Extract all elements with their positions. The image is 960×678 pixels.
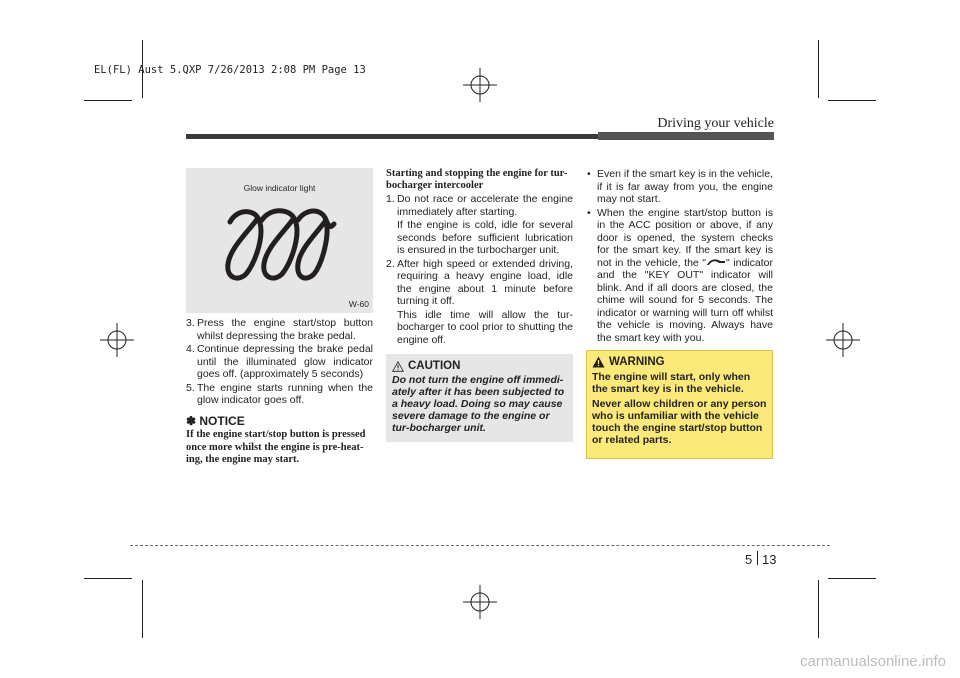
caution-title: CAUTION xyxy=(408,360,461,372)
turbo-steps-list xyxy=(386,193,573,218)
page-number: 13 xyxy=(762,552,777,567)
glow-indicator-figure xyxy=(186,168,373,313)
registration-mark-icon xyxy=(463,585,497,619)
warning-body xyxy=(592,371,767,446)
turbo-steps-list xyxy=(386,258,573,308)
smart-key-notes xyxy=(586,168,773,344)
figure-caption: Glow indicator light xyxy=(243,183,316,193)
crop-mark xyxy=(828,100,876,101)
column-middle xyxy=(386,168,573,442)
list-item: 5. The engine starts running when the glow indicator goes off. xyxy=(186,381,373,406)
column-right xyxy=(586,168,773,459)
caution-body: Do not turn the engine off immedi-ately after it has been subjected to a heavy load. Doing so may cause severe damage to the engine or tur-bocharger unit. xyxy=(392,373,565,434)
page-number-divider xyxy=(757,551,758,565)
crop-mark xyxy=(84,100,132,101)
list-item: 2. After high speed or extended driving, requiring a heavy engine load, idle the engine about 1 minute before turning it off. xyxy=(386,257,573,307)
glow-indicator-icon xyxy=(222,202,338,284)
crop-mark xyxy=(84,578,132,579)
crop-mark xyxy=(142,580,143,638)
watermark: carmanualsonline.info xyxy=(800,653,946,670)
warning-title: WARNING xyxy=(609,356,665,368)
header-rule-accent xyxy=(598,132,774,140)
list-item: • Even if the smart key is in the vehicle, if it is far away from you, the engine may not start. xyxy=(586,168,773,206)
warning-triangle-icon xyxy=(592,356,605,368)
print-slug: EL(FL) Aust 5.QXP 7/26/2013 2:08 PM Page 13 xyxy=(94,64,366,76)
footer-rule xyxy=(130,545,830,546)
caution-box xyxy=(386,354,573,442)
warning-box xyxy=(586,350,773,459)
crop-mark xyxy=(828,578,876,579)
smart-key-indicator-icon xyxy=(706,258,726,267)
start-steps-list xyxy=(186,317,373,407)
warning-paragraph: Never allow children or any person who is unfamiliar with the vehicle touch the engine start/stop button or related parts. xyxy=(592,397,767,446)
registration-mark-icon xyxy=(100,323,134,357)
warning-triangle-icon xyxy=(392,361,404,372)
registration-mark-icon xyxy=(826,323,860,357)
sub-paragraph: This idle time will allow the tur-bocharger to cool prior to shutting the engine off. xyxy=(397,308,573,346)
sub-paragraph: If the engine is cold, idle for several seconds before sufficient lubrication is ensured in the turbocharger unit. xyxy=(397,219,573,256)
figure-code: W-60 xyxy=(348,298,369,309)
crop-mark xyxy=(818,40,819,98)
page-header-title: Driving your vehicle xyxy=(657,116,774,131)
chapter-number: 5 xyxy=(745,552,753,567)
column-left xyxy=(186,168,373,467)
registration-mark-icon xyxy=(463,68,497,102)
warning-paragraph: The engine will start, only when the smart key is in the vehicle. xyxy=(592,370,751,395)
crop-mark xyxy=(818,580,819,638)
list-item: 4. Continue depressing the brake pedal until the illuminated glow indicator goes off. (approximately 5 seconds) xyxy=(186,343,373,380)
section-heading: Starting and stopping the engine for tur-bocharger intercooler xyxy=(386,168,568,191)
list-item: 3. Press the engine start/stop button whilst depressing the brake pedal. xyxy=(186,317,373,342)
notice-body: If the engine start/stop button is pressed once more whilst the engine is pre-heat-ing, the engine may start. xyxy=(186,429,366,465)
list-item: • When the engine start/stop button is in the ACC position or above, if any door is opened, the system checks for the smart key. If the smart key is not in the vehicle, the " " indicator and the "KEY OUT" indicator will blink. And if all doors are closed, the chime will sound for 5 seconds. The indicator or warning will turn off whilst the vehicle is moving. Always have the smart key with you. xyxy=(586,207,773,345)
list-item: 1. Do not race or accelerate the engine immediately after starting. xyxy=(386,193,573,218)
notice-title: ✽ NOTICE xyxy=(186,413,245,428)
